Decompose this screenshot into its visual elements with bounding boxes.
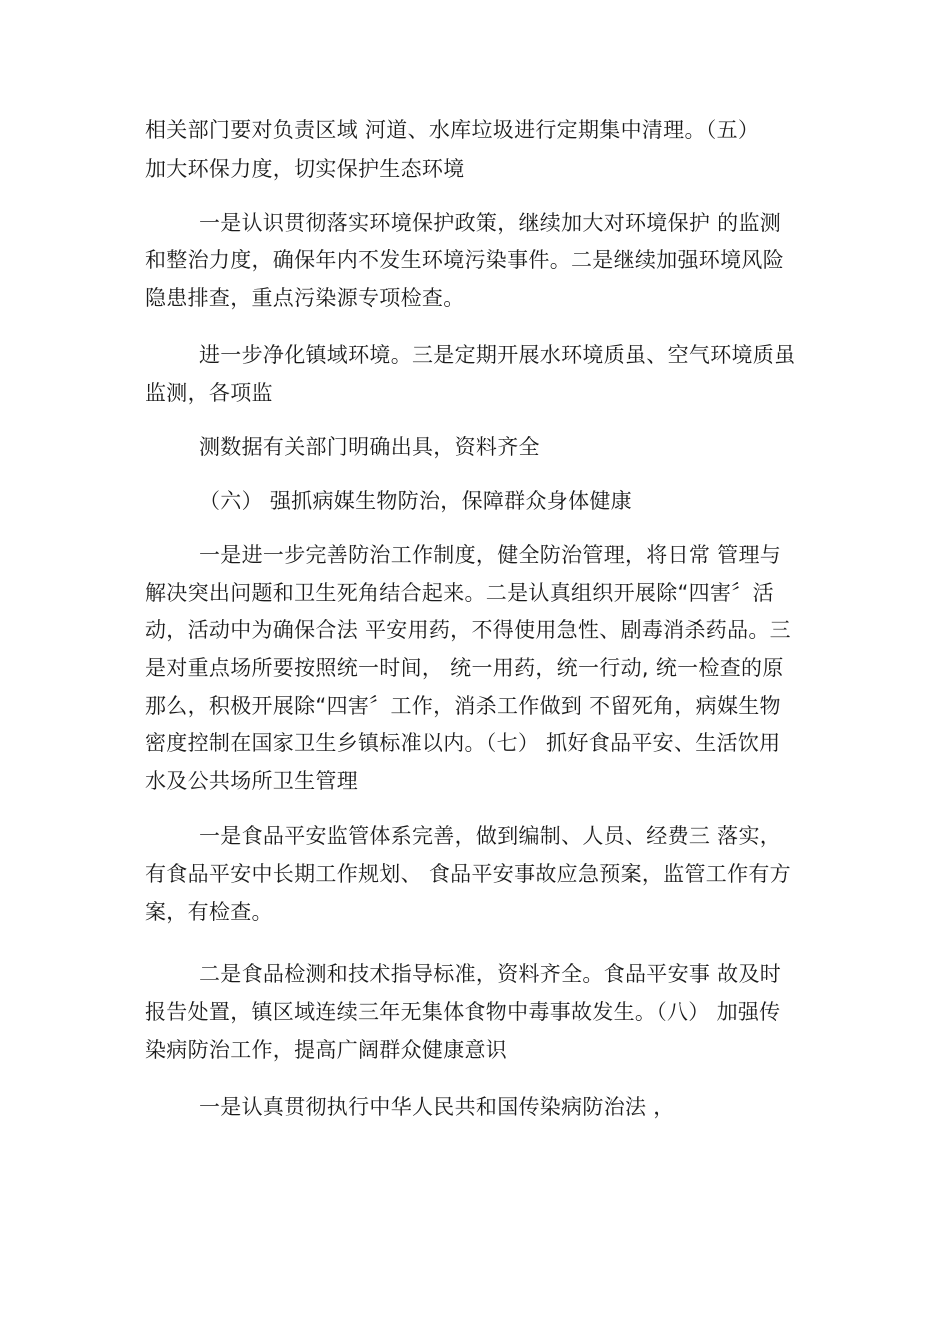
text-line: 一是认识贯彻落实环境保护政策，继续加大对环境保护 的监测 <box>199 211 782 235</box>
text-line: 报告处置，镇区域连续三年无集体食物中毒事故发生。（八） 加强传 <box>145 1000 781 1024</box>
text-line: 密度控制在国家卫生乡镇标准以内。（七） 抓好食品平安、生活饮用 <box>145 731 781 755</box>
text-line: 动，活动中为确保合法 平安用药，不得使用急性、剧毒消杀药品。三 <box>145 618 791 642</box>
text-line: 进一步净化镇域环境。三是定期开展水环境质虽、空气环境质虽 <box>199 343 796 367</box>
text-line: 和整治力度，确保年内不发生环境污染事件。二是继续加强环境风险 <box>145 248 784 272</box>
text-line: 那么，积极开展除“四害〞工作，消杀工作做到 不留死角，病媒生物 <box>145 694 781 718</box>
text-line: 是对重点场所要按照统一时间， 统一用药，统一行动, 统一检查的原 <box>145 656 784 680</box>
text-line: 一是食品平安监管体系完善，做到编制、人员、经费三 落实， <box>199 824 782 848</box>
section-heading: （六） 强抓病媒生物防治，保障群众身体健康 <box>199 489 632 513</box>
text-line: 隐患排查，重点污染源专项检查。 <box>145 286 465 310</box>
text-line: 染病防治工作，提高广阔群众健康意识 <box>145 1038 508 1062</box>
text-line: 水及公共场所卫生管理 <box>145 769 358 793</box>
text-line: 加大环保力度，切实保护生态环境 <box>145 157 465 181</box>
text-line: 解决突出问题和卫生死角结合起来。二是认真组织开展除“四害〞活 <box>145 581 774 605</box>
text-line: 一是认真贯彻执行中华人民共和国传染病防治法 ， <box>199 1095 675 1119</box>
text-line: 一是进一步完善防治工作制度，健全防治管理，将日常 管理与 <box>199 543 782 567</box>
text-line: 二是食品检测和技术指导标准，资料齐全。食品平安事 故及时 <box>199 962 782 986</box>
text-line: 相关部门要对负责区域 河道、水库垃圾进行定期集中清理。（五） <box>145 118 760 142</box>
text-line: 监测，各项监 <box>145 381 273 405</box>
text-line: 案，有检查。 <box>145 900 273 924</box>
text-line: 有食品平安中长期工作规划、 食品平安事故应急预案，监管工作有方 <box>145 862 791 886</box>
text-line: 测数据有关部门明确出具，资料齐全 <box>199 435 540 459</box>
